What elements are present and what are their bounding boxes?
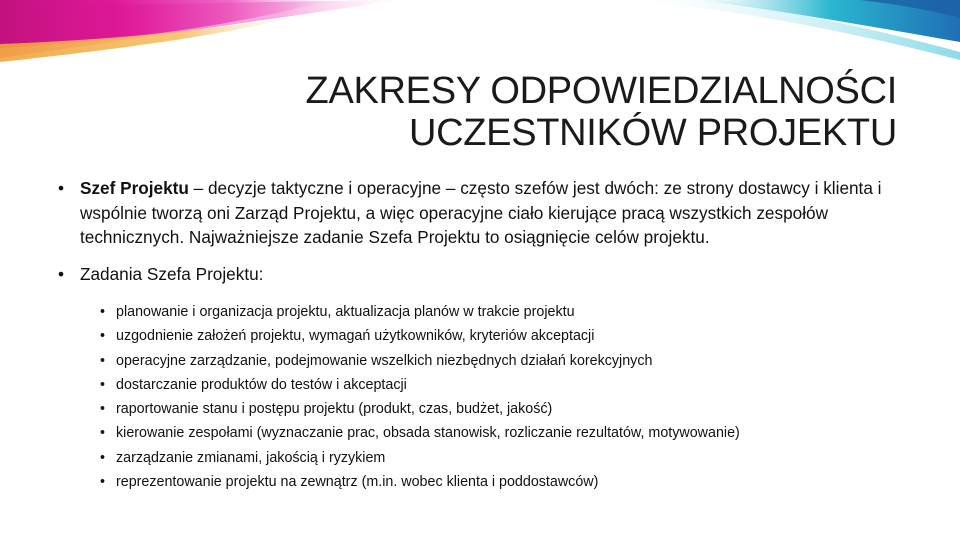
bullet-zadania-label: Zadania Szefa Projektu: xyxy=(80,263,264,284)
bullet-dot: • xyxy=(100,474,106,491)
bullet-description: – decyzje taktyczne i operacyjne – często szefów jest dwóch: ze strony dostawcy i klienta i wspólnie tworzą oni Zarząd Projektu, a więc operacyjne ciało kierujące pracą wszystkich zespołów technicznych. Najważniejsze zadanie Szefa Projektu to osiągnięcie celów projektu. xyxy=(80,178,882,247)
list-item xyxy=(100,300,908,324)
bullet-bold-term: Szef Projektu xyxy=(80,178,189,198)
task-text: kierowanie zespołami (wyznaczanie prac, obsada stanowisk, rozliczanie rezultatów, motywowanie) xyxy=(116,425,740,442)
task-text: dostarczanie produktów do testów i akceptacji xyxy=(116,376,407,393)
title-line-1: ZAKRESY ODPOWIEDZIALNOŚCI xyxy=(305,70,897,112)
task-text: raportowanie stanu i postępu projektu (produkt, czas, budżet, jakość) xyxy=(116,401,553,418)
bullet-dot: • xyxy=(100,376,106,393)
task-text: planowanie i organizacja projektu, aktualizacja planów w trakcie projektu xyxy=(116,304,575,320)
list-item xyxy=(100,421,908,445)
list-item xyxy=(100,324,908,348)
task-text: zarządzanie zmianami, jakością i ryzykiem xyxy=(116,449,386,466)
ribbon-light-teal xyxy=(640,0,960,60)
bullet-dot: • xyxy=(100,401,106,418)
ribbon-teal xyxy=(700,0,960,42)
slide-title xyxy=(197,70,897,154)
bullet-dot: • xyxy=(100,352,106,369)
title-line-2: UCZESTNIKÓW PROJEKTU xyxy=(408,112,897,154)
bullet-dot: • xyxy=(100,328,106,345)
bullet-dot: • xyxy=(58,263,65,284)
list-item xyxy=(100,446,908,470)
bullet-dot: • xyxy=(100,449,106,466)
task-text: reprezentowanie projektu na zewnątrz (m.in. wobec klienta i poddostawców) xyxy=(116,474,599,491)
bullet-szef-projektu xyxy=(58,176,908,250)
slide-content xyxy=(58,176,908,494)
ribbon-dark-blue xyxy=(860,0,960,18)
task-text: operacyjne zarządzanie, podejmowanie wszelkich niezbędnych działań korekcyjnych xyxy=(116,352,653,369)
bullet-dot: • xyxy=(100,425,106,442)
list-item xyxy=(100,397,908,421)
ribbon-orange xyxy=(0,16,300,62)
bullet-zadania xyxy=(58,262,908,287)
bullet-dot: • xyxy=(100,304,106,320)
ribbon-magenta xyxy=(0,0,330,48)
bullet-dot: • xyxy=(58,178,65,198)
task-text: uzgodnienie założeń projektu, wymagań użytkowników, kryteriów akceptacji xyxy=(116,328,595,345)
list-item xyxy=(100,349,908,373)
list-item xyxy=(100,470,908,494)
list-item xyxy=(100,373,908,397)
task-list xyxy=(100,300,908,494)
ribbon-pink xyxy=(0,0,400,58)
